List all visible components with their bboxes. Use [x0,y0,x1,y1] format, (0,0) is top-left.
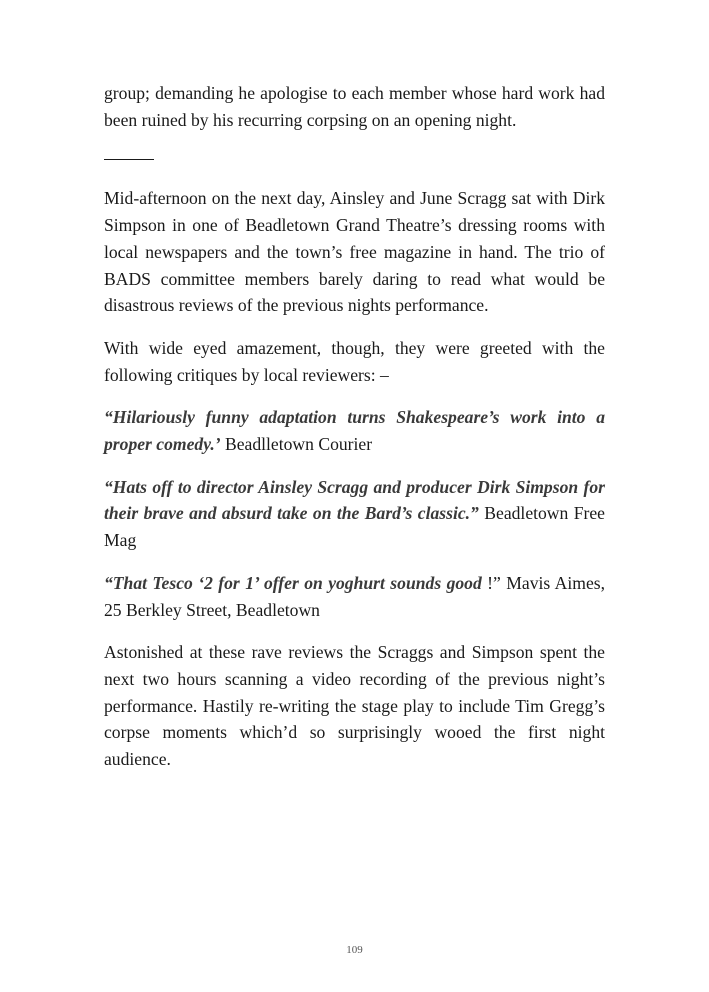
paragraph-mid-afternoon: Mid-afternoon on the next day, Ainsley and June Scragg sat with Dirk Simpson in one of Beadletown Grand Theatre’s dressing rooms with local newspapers and the town’s free magazine in hand. The trio of BADS committee members barely daring to read what would be disastrous reviews of the previous nights performance. [104,188,605,316]
paragraph-wide-eyed: With wide eyed amazement, though, they were greeted with the following critiques by local reviewers: – [104,337,605,385]
paragraph-continued: group; demanding he apologise to each member whose hard work had been ruined by his recurring corpsing on an opening night. [104,83,605,130]
review-quote-text: “Hilariously funny adaptation turns Shakespeare’s work into a proper comedy.’ [104,407,605,455]
review-source: Beadlletown Courier [220,434,373,455]
review-source: !” Mavis Aimes, 25 Berkley Street, Beadletown [104,572,605,620]
review-source: Beadletown Free Mag [104,503,605,551]
review-quote-mavis [104,570,605,623]
page-body [104,80,605,773]
paragraph-astonished: Astonished at these rave reviews the Scraggs and Simpson spent the next two hours scanning a video recording of the previous night’s performance. Hastily re-writing the stage play to include Tim Gregg’s corpse moments which’d so surprisingly wooed the first night audience. [104,642,605,770]
review-quote-free-mag [104,474,605,554]
page-number: 109 [346,944,363,956]
review-quote-text: “That Tesco ‘2 for 1’ offer on yoghurt sounds good [104,572,482,593]
scene-break-divider [104,159,154,160]
review-quote-text: “Hats off to director Ainsley Scragg and producer Dirk Simpson for their brave and absurd take on the Bard’s classic.” [104,476,605,524]
review-quote-courier [104,404,605,457]
